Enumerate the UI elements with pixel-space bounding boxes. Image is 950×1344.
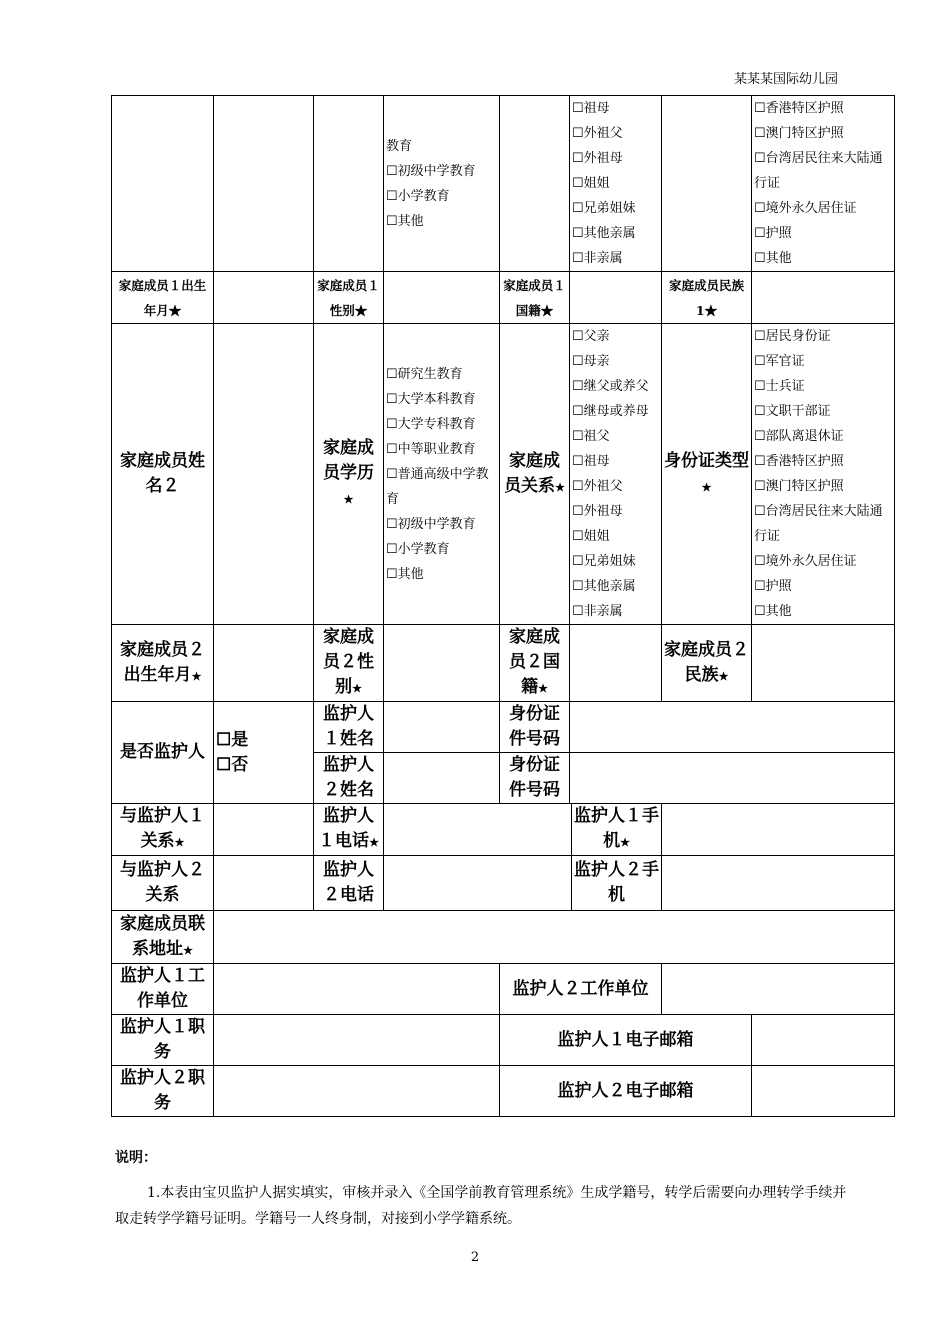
cont-empty-cell[interactable] xyxy=(662,96,752,272)
option-item[interactable]: ☐祖母 xyxy=(572,454,610,469)
member2-relation-options[interactable] xyxy=(570,324,662,625)
option-item[interactable]: ☐香港特区护照 xyxy=(754,454,844,469)
member2-birth-field[interactable] xyxy=(214,625,314,702)
label-text: 身份证类型 xyxy=(664,450,749,471)
required-star: ★ xyxy=(191,669,202,683)
label-text: 家庭成员２性别 xyxy=(323,627,374,697)
required-star: ★ xyxy=(555,480,565,494)
option-item[interactable]: ☐澳门特区护照 xyxy=(754,479,844,494)
option-item[interactable]: ☐继母或养母 xyxy=(572,404,649,419)
guardian1-mobile-label xyxy=(572,804,662,856)
option-item[interactable]: ☐境外永久居住证 xyxy=(754,554,857,569)
option-item[interactable]: ☐母亲 xyxy=(572,354,610,369)
member2-ethnicity-label xyxy=(662,625,752,702)
option-item: 教育 xyxy=(386,138,413,154)
cont-relation-options[interactable] xyxy=(570,96,662,272)
guardian2-tel-label: 监护人２电话 xyxy=(314,856,384,911)
label-text: 家庭成员联系地址 xyxy=(120,913,205,959)
notes-paragraph: 1.本表由宝贝监护人据实填实，审核并录入《全国学前教育管理系统》生成学籍号，转学后需要向办理转学手续并取走转学学籍号证明。学籍号一人终身制，对接到小学学籍系统。 xyxy=(115,1185,847,1227)
cont-empty-cell[interactable] xyxy=(214,96,314,272)
cont-empty-cell[interactable] xyxy=(500,96,570,272)
option-item[interactable]: ☐士兵证 xyxy=(754,379,805,394)
address-field[interactable] xyxy=(214,911,895,964)
option-item[interactable]: ☐研究生教育 xyxy=(386,366,463,382)
option-item[interactable]: ☐其他 xyxy=(386,566,424,582)
option-item[interactable]: ☐其他亲属 xyxy=(572,226,636,241)
option-item[interactable]: ☐普通高级中学教育 xyxy=(386,466,489,507)
label-text: 家庭成员２出生年月 xyxy=(120,639,205,685)
option-item[interactable]: ☐兄弟姐妹 xyxy=(572,201,636,216)
guardian2-work-field[interactable] xyxy=(662,964,895,1015)
member2-education-options[interactable] xyxy=(384,324,500,625)
option-item[interactable]: ☐护照 xyxy=(754,226,792,241)
guardian2-work-label: 监护人２工作单位 xyxy=(500,964,662,1015)
registration-form-table xyxy=(111,95,895,1117)
member1-birth-field[interactable] xyxy=(214,272,314,324)
option-item[interactable]: ☐香港特区护照 xyxy=(754,101,844,116)
label-text: 监护人１电话 xyxy=(318,806,374,851)
guardian1-email-label: 监护人１电子邮箱 xyxy=(500,1015,752,1066)
member1-nationality-label: 家庭成员１国籍★ xyxy=(500,272,570,324)
cont-empty-cell[interactable] xyxy=(314,96,384,272)
option-item[interactable]: ☐其他 xyxy=(754,251,792,266)
member2-birth-label xyxy=(112,625,214,702)
cont-empty-cell[interactable] xyxy=(112,96,214,272)
is-guardian-label: 是否监护人 xyxy=(112,702,214,804)
member2-id-type-label xyxy=(662,324,752,625)
yes-checkbox[interactable]: ☐是 xyxy=(216,729,249,750)
member2-ethnicity-field[interactable] xyxy=(752,625,895,702)
option-item[interactable]: ☐姐姐 xyxy=(572,176,610,191)
member2-relation-label xyxy=(500,324,570,625)
member1-nationality-field[interactable] xyxy=(570,272,662,324)
option-item[interactable]: ☐台湾居民往来大陆通行证 xyxy=(754,151,883,191)
label-text: 家庭成员学历 xyxy=(323,438,374,483)
required-star: ★ xyxy=(369,836,379,849)
relation-guardian2-label: 与监护人２关系 xyxy=(112,856,214,911)
option-item[interactable]: ☐初级中学教育 xyxy=(386,516,476,532)
cont-education-options[interactable] xyxy=(384,96,500,272)
guardian2-mobile-field[interactable] xyxy=(662,856,895,911)
member2-education-label xyxy=(314,324,384,625)
option-item[interactable]: ☐祖母 xyxy=(572,101,610,116)
address-label xyxy=(112,911,214,964)
option-item[interactable]: ☐继父或养父 xyxy=(572,379,649,394)
option-item[interactable]: ☐其他 xyxy=(386,213,424,229)
relation-guardian1-label xyxy=(112,804,214,856)
option-item[interactable]: ☐其他 xyxy=(754,604,792,619)
notes-section xyxy=(115,1148,855,1232)
guardian1-tel-label xyxy=(314,804,384,856)
required-star: ★ xyxy=(718,669,729,683)
option-item[interactable]: ☐小学教育 xyxy=(386,541,450,557)
label-text: 监护人１手机 xyxy=(574,806,659,851)
member2-nationality-label xyxy=(500,625,570,702)
guardian2-id-label: 身份证件号码 xyxy=(500,753,570,804)
guardian1-mobile-field[interactable] xyxy=(662,804,895,856)
option-item[interactable]: ☐外祖母 xyxy=(572,151,623,166)
guardian1-tel-field[interactable] xyxy=(384,804,572,856)
guardian1-id-field[interactable] xyxy=(570,702,895,753)
required-star: ★ xyxy=(183,943,193,957)
option-item[interactable]: ☐小学教育 xyxy=(386,188,450,204)
option-item[interactable]: ☐居民身份证 xyxy=(754,329,831,344)
member1-ethnicity-field[interactable] xyxy=(752,272,895,324)
member1-ethnicity-label: 家庭成员民族1★ xyxy=(662,272,752,324)
guardian1-id-label: 身份证件号码 xyxy=(500,702,570,753)
option-item[interactable]: ☐外祖母 xyxy=(572,504,623,519)
option-item[interactable]: ☐非亲属 xyxy=(572,251,623,266)
option-item[interactable]: ☐军官证 xyxy=(754,354,805,369)
option-item[interactable]: ☐大学专科教育 xyxy=(386,416,476,432)
label-text: 与监护人１关系 xyxy=(120,806,205,851)
option-item[interactable]: ☐文职干部证 xyxy=(754,404,831,419)
required-star: ★ xyxy=(174,836,185,849)
guardian2-duty-field[interactable] xyxy=(214,1066,500,1117)
label-text: 家庭成员２国籍 xyxy=(509,627,560,697)
member2-id-type-options[interactable] xyxy=(752,324,895,625)
member1-birth-label: 家庭成员１出生年月★ xyxy=(112,272,214,324)
member2-nationality-field[interactable] xyxy=(570,625,662,702)
is-guardian-choice[interactable] xyxy=(214,702,314,804)
required-star: ★ xyxy=(538,682,548,695)
option-item[interactable]: ☐其他亲属 xyxy=(572,579,636,594)
option-item[interactable]: ☐初级中学教育 xyxy=(386,163,476,179)
member1-gender-label: 家庭成员１性别★ xyxy=(314,272,384,324)
guardian1-duty-field[interactable] xyxy=(214,1015,500,1066)
guardian2-name-label: 监护人２姓名 xyxy=(314,753,384,804)
option-item[interactable]: ☐护照 xyxy=(754,579,792,594)
label-text: 家庭成员２民族 xyxy=(664,639,749,685)
guardian2-name-field[interactable] xyxy=(384,753,500,804)
relation-guardian1-field[interactable] xyxy=(214,804,314,856)
required-star: ★ xyxy=(620,836,630,849)
required-star: ★ xyxy=(343,493,354,506)
member2-name-label: 家庭成员姓名２ xyxy=(112,324,214,625)
option-item[interactable]: ☐非亲属 xyxy=(572,604,623,619)
label-text: 家庭成员关系 xyxy=(504,450,560,496)
option-item[interactable]: ☐父亲 xyxy=(572,329,610,344)
member1-gender-field[interactable] xyxy=(384,272,500,324)
guardian2-id-field[interactable] xyxy=(570,753,895,804)
member2-gender-field[interactable] xyxy=(384,625,500,702)
guardian1-work-label: 监护人１工作单位 xyxy=(112,964,214,1015)
required-star: ★ xyxy=(701,480,712,494)
member2-gender-label xyxy=(314,625,384,702)
option-item[interactable]: ☐外祖父 xyxy=(572,126,623,141)
guardian1-email-field[interactable] xyxy=(752,1015,895,1066)
cont-id-type-options[interactable] xyxy=(752,96,895,272)
guardian2-email-label: 监护人２电子邮箱 xyxy=(500,1066,752,1117)
option-item[interactable]: ☐澳门特区护照 xyxy=(754,126,844,141)
option-item[interactable]: ☐祖父 xyxy=(572,429,610,444)
required-star: ★ xyxy=(352,682,362,695)
org-header: 某某某国际幼儿园 xyxy=(733,72,838,87)
member2-name-field[interactable] xyxy=(214,324,314,625)
option-item[interactable]: ☐大学本科教育 xyxy=(386,391,476,407)
page-number: 2 xyxy=(470,1250,480,1265)
guardian1-work-field[interactable] xyxy=(214,964,500,1015)
option-item[interactable]: ☐姐姐 xyxy=(572,529,610,544)
relation-guardian2-field[interactable] xyxy=(214,856,314,911)
guardian1-name-field[interactable] xyxy=(384,702,500,753)
no-checkbox[interactable]: ☐否 xyxy=(216,754,249,775)
guardian2-tel-field[interactable] xyxy=(384,856,572,911)
guardian1-duty-label: 监护人１职务 xyxy=(112,1015,214,1066)
guardian2-mobile-label: 监护人２手机 xyxy=(572,856,662,911)
guardian2-duty-label: 监护人２职务 xyxy=(112,1066,214,1117)
option-item[interactable]: ☐外祖父 xyxy=(572,479,623,494)
option-item[interactable]: ☐境外永久居住证 xyxy=(754,201,857,216)
option-item[interactable]: ☐台湾居民往来大陆通行证 xyxy=(754,504,883,544)
guardian2-email-field[interactable] xyxy=(752,1066,895,1117)
option-item[interactable]: ☐兄弟姐妹 xyxy=(572,554,636,569)
guardian1-name-label: 监护人１姓名 xyxy=(314,702,384,753)
notes-title: 说明： xyxy=(115,1150,157,1166)
option-item[interactable]: ☐中等职业教育 xyxy=(386,441,476,457)
option-item[interactable]: ☐部队离退休证 xyxy=(754,429,844,444)
